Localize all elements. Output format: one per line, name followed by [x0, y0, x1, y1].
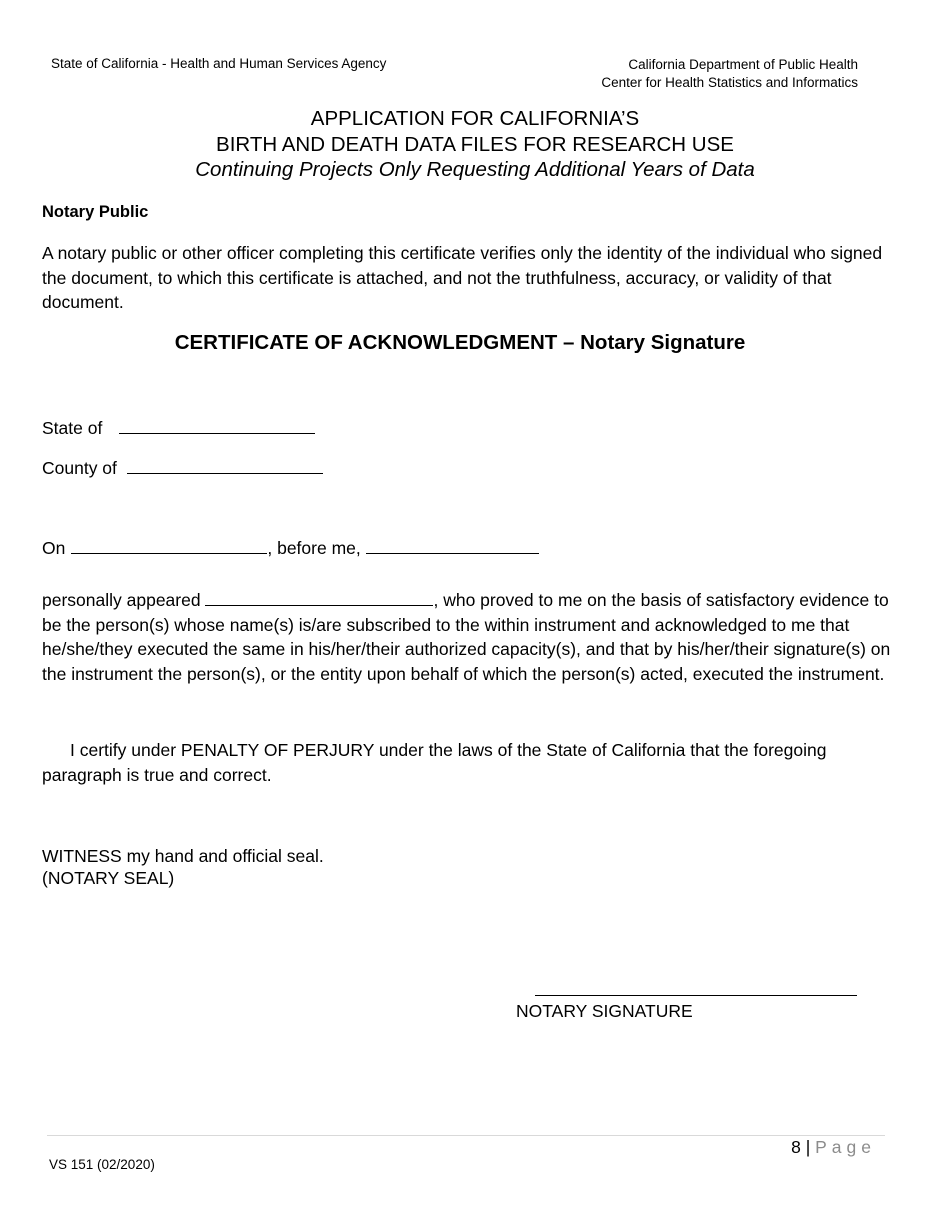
appeared-name-blank[interactable]: [205, 587, 433, 606]
state-of-label: State of: [42, 418, 103, 438]
title-subtitle: Continuing Projects Only Requesting Additional Years of Data: [195, 158, 755, 181]
footer-divider: [47, 1135, 885, 1136]
page-separator: |: [805, 1137, 811, 1157]
title-line-1: APPLICATION FOR CALIFORNIA’S: [310, 107, 640, 130]
before-me-label: , before me,: [267, 538, 361, 558]
notary-signature-label: NOTARY SIGNATURE: [516, 1001, 693, 1021]
county-of-row: [42, 455, 323, 480]
page-number-block: [791, 1137, 876, 1158]
date-before-row: [42, 535, 539, 560]
acknowledgment-paragraph: [42, 587, 892, 686]
document-title: [0, 106, 950, 183]
notary-seal-label: (NOTARY SEAL): [42, 868, 175, 888]
notary-heading: Notary Public: [42, 203, 149, 221]
header-center-name: Center for Health Statistics and Informatics: [601, 75, 858, 90]
certify-paragraph: [42, 738, 892, 787]
title-line-2: BIRTH AND DEATH DATA FILES FOR RESEARCH USE: [216, 132, 734, 156]
acknowledgment-text: , who proved to me on the basis of satisfactory evidence to be the person(s) whose name(s) is/are subscribed to the within instrument and acknowledged to me that he/she/they executed the same in his/her/their authorized capacity(s), and that by his/her/their signature(s) on the instrument the person(s), or the entity upon behalf of which the person(s) acted, executed the instrument.: [42, 590, 891, 684]
page-number: 8: [791, 1137, 801, 1157]
state-of-row: [42, 415, 315, 440]
header-department-name: California Department of Public Health: [628, 57, 858, 72]
notary-signature-line[interactable]: [535, 995, 857, 996]
header-agency: State of California - Health and Human Services Agency: [51, 56, 387, 71]
certificate-title: CERTIFICATE OF ACKNOWLEDGMENT – Notary Signature: [174, 331, 746, 354]
county-of-label: County of: [42, 458, 117, 478]
date-blank[interactable]: [71, 535, 267, 554]
notary-paragraph: A notary public or other officer completing this certificate verifies only the identity of the individual who signed the document, to which this certificate is attached, and not the truthfulness, accuracy, or validity of that document.: [42, 243, 883, 312]
county-of-blank[interactable]: [127, 455, 323, 474]
witness-block: [42, 845, 324, 889]
on-label: On: [42, 538, 66, 558]
state-of-blank[interactable]: [119, 415, 315, 434]
header-department: [601, 56, 858, 92]
page-word: Page: [815, 1137, 876, 1157]
witness-line: WITNESS my hand and official seal.: [42, 846, 324, 866]
certify-text: I certify under PENALTY OF PERJURY under the laws of the State of California that the foregoing paragraph is true and correct.: [42, 740, 827, 785]
notary-name-blank[interactable]: [366, 535, 539, 554]
personally-appeared-label: personally appeared: [42, 590, 201, 610]
form-code: VS 151 (02/2020): [49, 1157, 155, 1172]
